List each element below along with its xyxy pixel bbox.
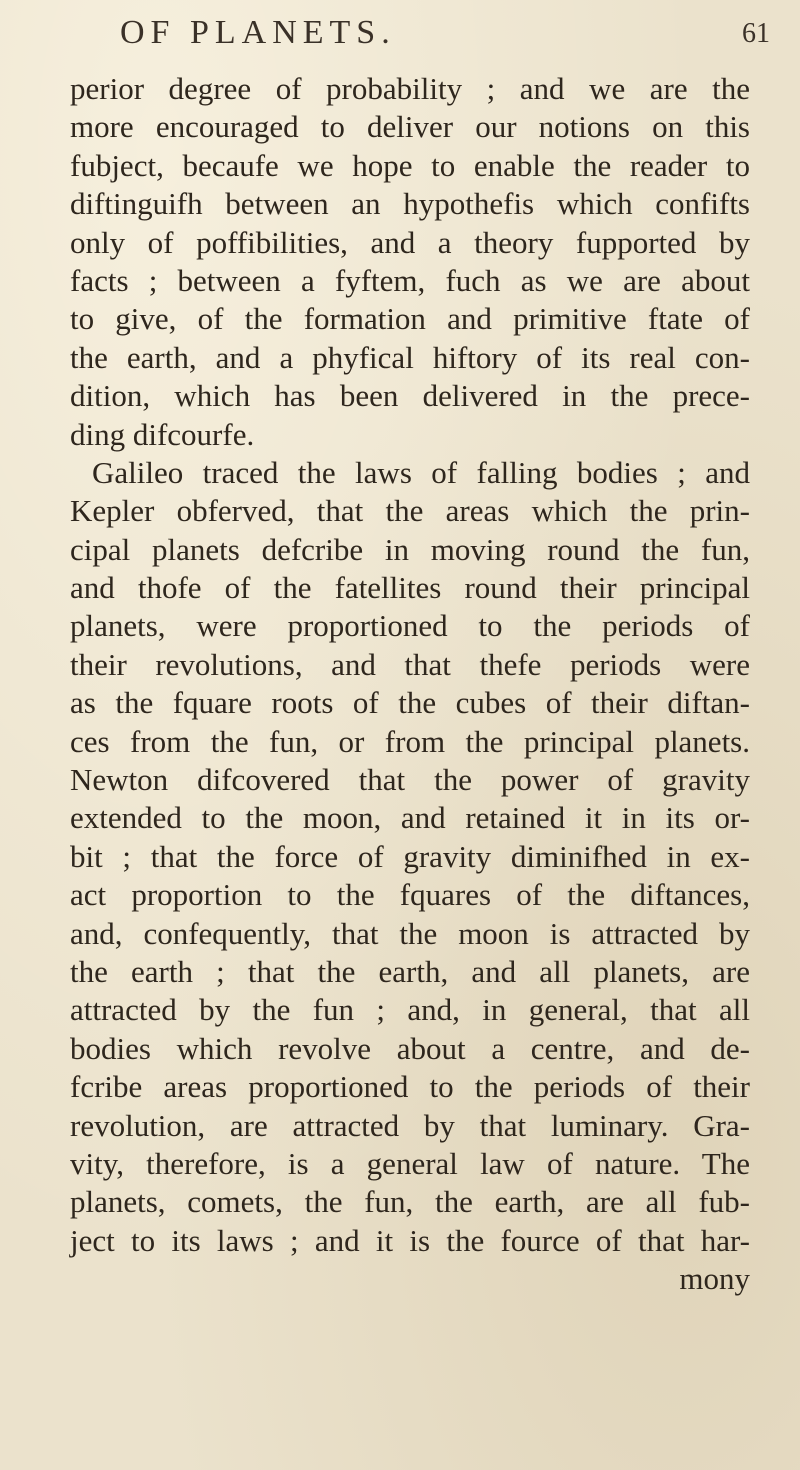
text-line: fubject, becaufe we hope to enable the reader to [70, 147, 750, 183]
text-line: revolution, are attracted by that luminary. Gra- [70, 1107, 750, 1143]
text-line: vity, therefore, is a general law of nature. The [70, 1145, 750, 1181]
text-line: act proportion to the fquares of the diftances, [70, 877, 750, 913]
text-line: Newton difcovered that the power of gravity [70, 762, 750, 798]
paragraph-start-line: Galileo traced the laws of falling bodies ; and [92, 454, 750, 490]
text-line: to give, of the formation and primitive ftate of [70, 301, 750, 337]
text-line: ces from the fun, or from the principal planets. [70, 723, 750, 759]
text-line: cipal planets defcribe in moving round the fun, [70, 531, 750, 567]
body-text [70, 70, 750, 1299]
text-line: attracted by the fun ; and, in general, that all [70, 992, 750, 1028]
text-line: only of poffibilities, and a theory fupported by [70, 224, 750, 260]
text-line: the earth ; that the earth, and all planets, are [70, 953, 750, 989]
text-line: ject to its laws ; and it is the fource of that har- [70, 1222, 750, 1258]
page-number: 61 [742, 18, 770, 49]
catchword: mony [679, 1261, 750, 1297]
text-line: perior degree of probability ; and we are the [70, 71, 750, 106]
text-line: the earth, and a phyfical hiftory of its real con- [70, 339, 750, 375]
text-line: facts ; between a fyftem, fuch as we are about [70, 262, 750, 298]
text-line: diftinguifh between an hypothefis which confifts [70, 186, 750, 222]
text-line: Kepler obferved, that the areas which the prin- [70, 493, 750, 529]
text-line: and, confequently, that the moon is attracted by [70, 915, 750, 951]
text-line: fcribe areas proportioned to the periods of their [70, 1069, 750, 1105]
running-title: OF PLANETS. [120, 14, 396, 51]
text-line: their revolutions, and that thefe periods were [70, 646, 750, 682]
text-line: planets, comets, the fun, the earth, are all fub- [70, 1184, 750, 1220]
text-line: dition, which has been delivered in the prece- [70, 378, 750, 414]
text-line: more encouraged to deliver our notions on this [70, 109, 750, 145]
text-line: extended to the moon, and retained it in its or- [70, 800, 750, 836]
text-line: ding difcourfe. [70, 416, 255, 452]
text-line: bodies which revolve about a centre, and de- [70, 1030, 750, 1066]
text-line: bit ; that the force of gravity diminifhed in ex- [70, 838, 750, 874]
running-head [90, 14, 770, 58]
text-line: and thofe of the fatellites round their principal [70, 570, 750, 606]
text-line: as the fquare roots of the cubes of their diftan- [70, 685, 750, 721]
text-line: planets, were proportioned to the periods of [70, 608, 750, 644]
